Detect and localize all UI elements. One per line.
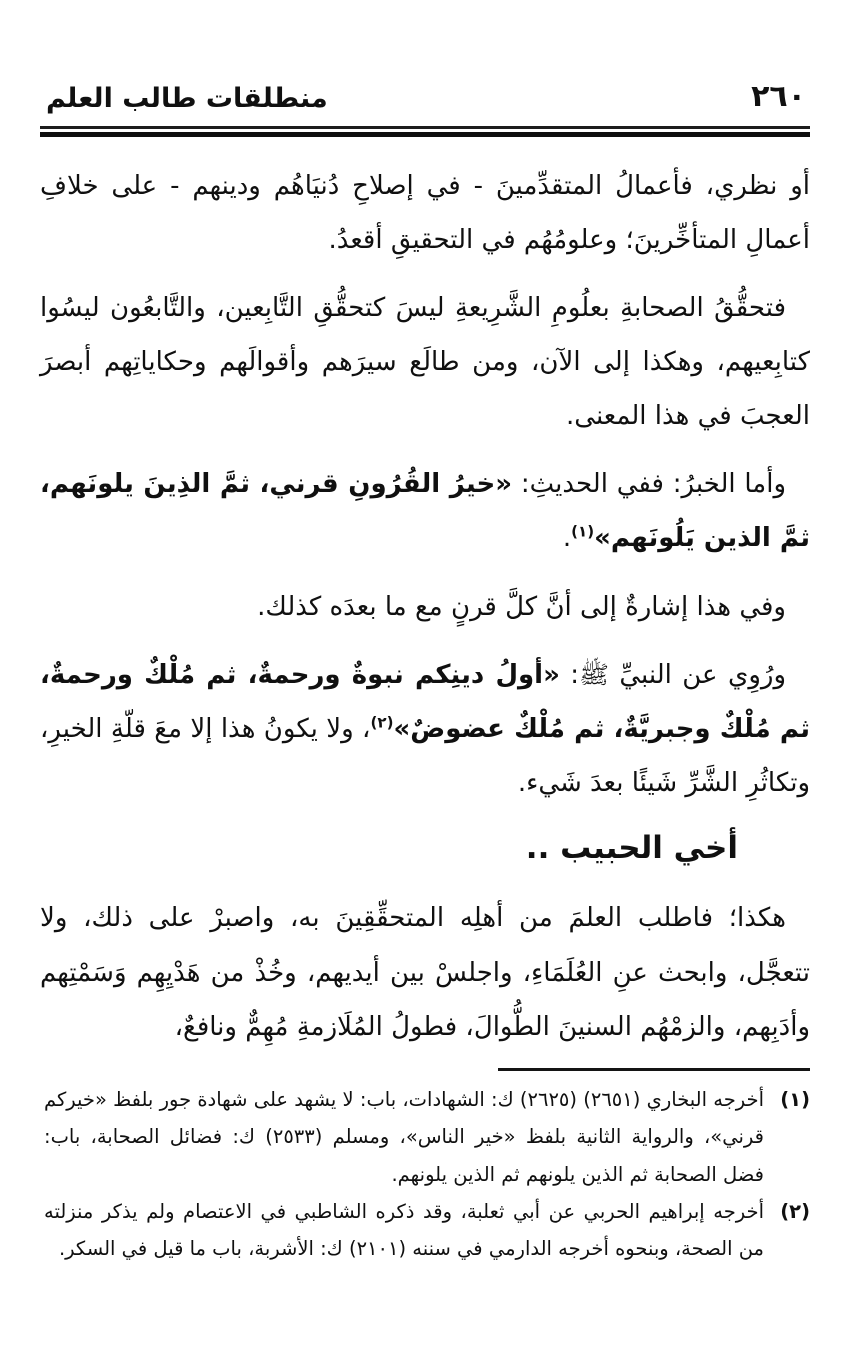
footnote-ref-2: (٢) [370, 713, 394, 732]
paragraph-1 [40, 159, 810, 267]
paragraph-3-hadith-best-generations [40, 457, 810, 565]
footnote-divider [498, 1068, 810, 1071]
paragraph-6 [40, 891, 810, 1053]
paragraph-text: . [562, 523, 572, 554]
paragraph-text: هكذا؛ فاطلب العلمَ من أهلِه المتحقِّقِينَ به، واصبرْ على ذلك، ولا تتعجَّل، وابحث عنِ العُلَمَاءِ، واجلسْ بين أيديهم، وخُذْ من هَدْيِهِم وَسَمْتِهم وأدَبِهم، والزمْهُم السنينَ الطُّوالَ، فطولُ المُلَازمةِ مُهِمٌّ ونافعٌ، [40, 903, 810, 1042]
footnotes-section [40, 1068, 810, 1268]
paragraph-text: ورُوِي عن النبيِّ [608, 659, 786, 690]
running-header [40, 64, 810, 114]
footnote-ref-1: (١) [571, 522, 595, 541]
paragraph-5-hadith-first-of-religion [40, 648, 810, 810]
page-number: ٢٦٠ [751, 79, 806, 114]
hadith-text: «خيرُ القُرُونِ قرني، ثمَّ الذِينَ يلونَهم، ثمَّ الذين يَلُونَهم» [40, 469, 810, 554]
footnote-marker: (١) [780, 1087, 810, 1111]
paragraph-text: أو نظري، فأعمالُ المتقدِّمينَ - في إصلاحِ دُنيَاهُم ودينهم - على خلافِ أعمالِ المتأخِّرينَ؛ وعلومُهُم في التحقيقِ أقعدُ. [40, 171, 810, 256]
footnote-1 [40, 1081, 810, 1193]
paragraph-4 [40, 580, 810, 634]
prophet-honorific: ﷺ [579, 659, 609, 689]
book-title: منطلقات طالب العلم [46, 83, 328, 114]
paragraph-text: فتحقُّقُ الصحابةِ بعلُومِ الشَّرِيعةِ ليسَ كتحقُّقِ التَّابِعين، والتَّابعُون ليسُوا كتابِعيهم، وهكذا إلى الآن، ومن طالَع سيرَهم وأقوالَهم وحكاياتِهم أبصرَ العجبَ في هذا المعنى. [40, 293, 810, 432]
footnote-text: أخرجه البخاري (٢٦٥١) (٢٦٢٥) ك: الشهادات، باب: لا يشهد على شهادة جور بلفظ «خيركم قرني»، والرواية الثانية بلفظ «خير الناس»، ومسلم (٢٥٣٣) ك: فضائل الصحابة، باب: فضل الصحابة ثم الذين يلونهم ثم الذين يلونهم. [44, 1087, 764, 1186]
paragraph-text: : [559, 659, 580, 690]
page-body [40, 159, 810, 1054]
hadith-text: «أولُ دينِكم نبوةٌ ورحمةٌ، ثم مُلْكٌ ورحمةٌ، ثم مُلْكٌ وجبريَّةٌ، ثم مُلْكٌ عضوضٌ» [40, 659, 810, 744]
footnote-2 [40, 1193, 810, 1268]
paragraph-text: وفي هذا إشارةٌ إلى أنَّ كلَّ قرنٍ مع ما بعدَه كذلك. [257, 591, 786, 622]
footnote-marker: (٢) [780, 1200, 810, 1223]
section-heading-my-beloved-brother: أخي الحبيب .. [525, 829, 738, 866]
header-divider [40, 126, 810, 137]
paragraph-text: ، ولا يكونُ هذا إلا معَ قلّةِ الخيرِ، وتكاثُرِ الشَّرِّ شَيئًا بعدَ شَيء. [40, 713, 810, 798]
paragraph-2 [40, 281, 810, 443]
footnote-text: أخرجه إبراهيم الحربي عن أبي ثعلبة، وقد ذكره الشاطبي في الاعتصام ولم يذكر منزلته من الصحة، وبنحوه أخرجه الدارمي في سننه (٢١٠١) ك: الأشربة، باب ما قيل في السكر. [44, 1200, 764, 1261]
paragraph-text: وأما الخبرُ: ففي الحديثِ: [512, 469, 786, 500]
